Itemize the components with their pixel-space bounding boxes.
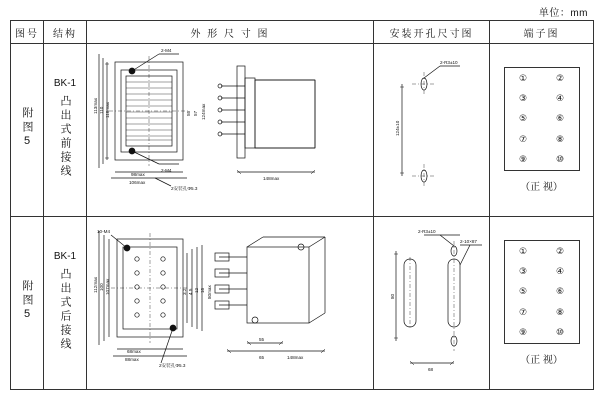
row2-label-107max: 107max <box>105 278 110 295</box>
row2-drawing-no <box>11 217 44 390</box>
row1-terminal-5: ⑤ <box>518 113 528 124</box>
row2-mount-svg-wrap <box>374 217 489 389</box>
row1-terminal-6: ⑥ <box>555 113 565 124</box>
table-header-row <box>11 21 594 44</box>
table-row <box>11 217 594 390</box>
row2-terminal-5: ⑤ <box>518 286 528 297</box>
row1-terminal-7: ⑦ <box>518 133 528 144</box>
row2-structure <box>44 217 87 390</box>
row2-label-12: 12 <box>194 287 199 293</box>
row2-label-80max: 80max <box>207 285 212 299</box>
row2-label-hole: 2安装孔Φ5.3 <box>159 363 186 368</box>
row1-terminal-9: ⑨ <box>518 154 528 165</box>
row1-model: BK-1 <box>53 78 77 90</box>
row1-outline-drawing <box>87 44 374 217</box>
row2-label-88max: 88max <box>125 357 139 362</box>
row1-label-106max: 106max <box>129 180 146 185</box>
row1-label-55: 55 <box>186 110 191 116</box>
row1-terminal-3: ③ <box>518 93 528 104</box>
row2-label-16: 16 <box>200 287 205 293</box>
row2-terminal-2: ② <box>555 245 565 256</box>
header-terminal-diagram: 端子图 <box>490 21 594 44</box>
row1-mounting-drawing <box>374 44 490 217</box>
row2-label-4.5: 4.5 <box>188 288 193 295</box>
header-drawing-no: 图号 <box>11 21 44 44</box>
row1-terminal-1: ① <box>518 72 528 83</box>
row2-terminal-diagram <box>490 217 594 390</box>
row1-structure <box>44 44 87 217</box>
row2-outline-svg-wrap <box>87 217 373 389</box>
row2-mount-label-80: 80 <box>390 293 395 299</box>
row1-label-m4-top: 2-M4 <box>161 48 172 53</box>
row2-label-3.2: 3.2 <box>182 288 187 295</box>
row1-drawing-no <box>11 44 44 217</box>
row2-terminal-caption: （正 视） <box>520 355 563 366</box>
row2-mount-svg <box>374 217 489 389</box>
row1-drawing-no-text: 附图5 <box>21 107 34 150</box>
row1-structure-text: 凸出式前接线 <box>59 94 72 179</box>
row2-structure-text: 凸出式后接线 <box>59 267 72 352</box>
row1-mount-label-124: 124±10 <box>395 120 400 136</box>
row2-terminal-3: ③ <box>518 266 528 277</box>
row1-mount-label-r3: 2-R3±10 <box>440 60 458 65</box>
row2-label-65: 65 <box>259 355 265 360</box>
row2-model: BK-1 <box>53 251 77 263</box>
row2-terminal-4: ④ <box>555 266 565 277</box>
row2-mount-label-r3: 2-R3±10 <box>418 229 436 234</box>
dimension-table <box>10 20 594 390</box>
row1-label-hole: 2安装孔Φ5.3 <box>171 186 198 191</box>
row1-label-57: 57 <box>193 110 198 116</box>
row2-terminal-6: ⑥ <box>555 286 565 297</box>
row2-terminal-box <box>490 217 593 389</box>
row1-label-98max: 98max <box>131 172 145 177</box>
row1-terminal-caption: （正 视） <box>520 182 563 193</box>
row1-label-116max: 116max <box>105 101 110 118</box>
row1-mount-svg-wrap <box>374 44 489 216</box>
row1-terminal-rect <box>504 67 580 171</box>
header-outline-dimension: 外 形 尺 寸 图 <box>87 21 374 44</box>
row1-terminal-2: ② <box>555 72 565 83</box>
row2-terminal-7: ⑦ <box>518 306 528 317</box>
row2-label-10m4: 10-M4 <box>97 229 111 234</box>
header-structure: 结构 <box>44 21 87 44</box>
row2-label-68max: 68max <box>127 349 141 354</box>
table-row <box>11 44 594 217</box>
row2-terminal-8: ⑧ <box>555 306 565 317</box>
row1-mount-svg <box>374 44 489 216</box>
row2-label-148max: 148max <box>287 355 304 360</box>
row2-mount-label-slot: 2-10×87 <box>460 239 477 244</box>
row2-terminal-10: ⑩ <box>555 327 565 338</box>
row2-mounting-drawing <box>374 217 490 390</box>
row1-label-124max: 124max <box>201 103 206 120</box>
row1-terminal-10: ⑩ <box>555 154 565 165</box>
row2-drawing-no-text: 附图5 <box>21 280 34 323</box>
row1-outline-svg-wrap <box>87 44 373 216</box>
unit-note: 单位：mm <box>538 8 588 19</box>
row2-label-112max: 112max <box>93 276 98 293</box>
header-mounting-hole: 安装开孔尺寸图 <box>374 21 490 44</box>
row1-label-m4-bottom: 2-M4 <box>161 168 172 173</box>
row1-outline-svg <box>87 44 373 216</box>
row1-terminal-8: ⑧ <box>555 133 565 144</box>
row1-terminal-4: ④ <box>555 93 565 104</box>
row2-terminal-1: ① <box>518 245 528 256</box>
row2-mount-label-68: 68 <box>428 367 434 372</box>
row2-terminal-9: ⑨ <box>518 327 528 338</box>
row2-terminal-rect <box>504 240 580 344</box>
row2-outline-drawing <box>87 217 374 390</box>
row1-terminal-box <box>490 44 593 216</box>
row1-label-110: 110 <box>99 106 104 114</box>
row2-label-55: 55 <box>259 337 265 342</box>
row1-terminal-diagram <box>490 44 594 217</box>
row2-label-100: 100 <box>99 283 104 291</box>
row2-outline-svg <box>87 217 373 389</box>
row1-label-113max: 113max <box>93 97 98 114</box>
row1-label-148max: 148max <box>263 176 280 181</box>
